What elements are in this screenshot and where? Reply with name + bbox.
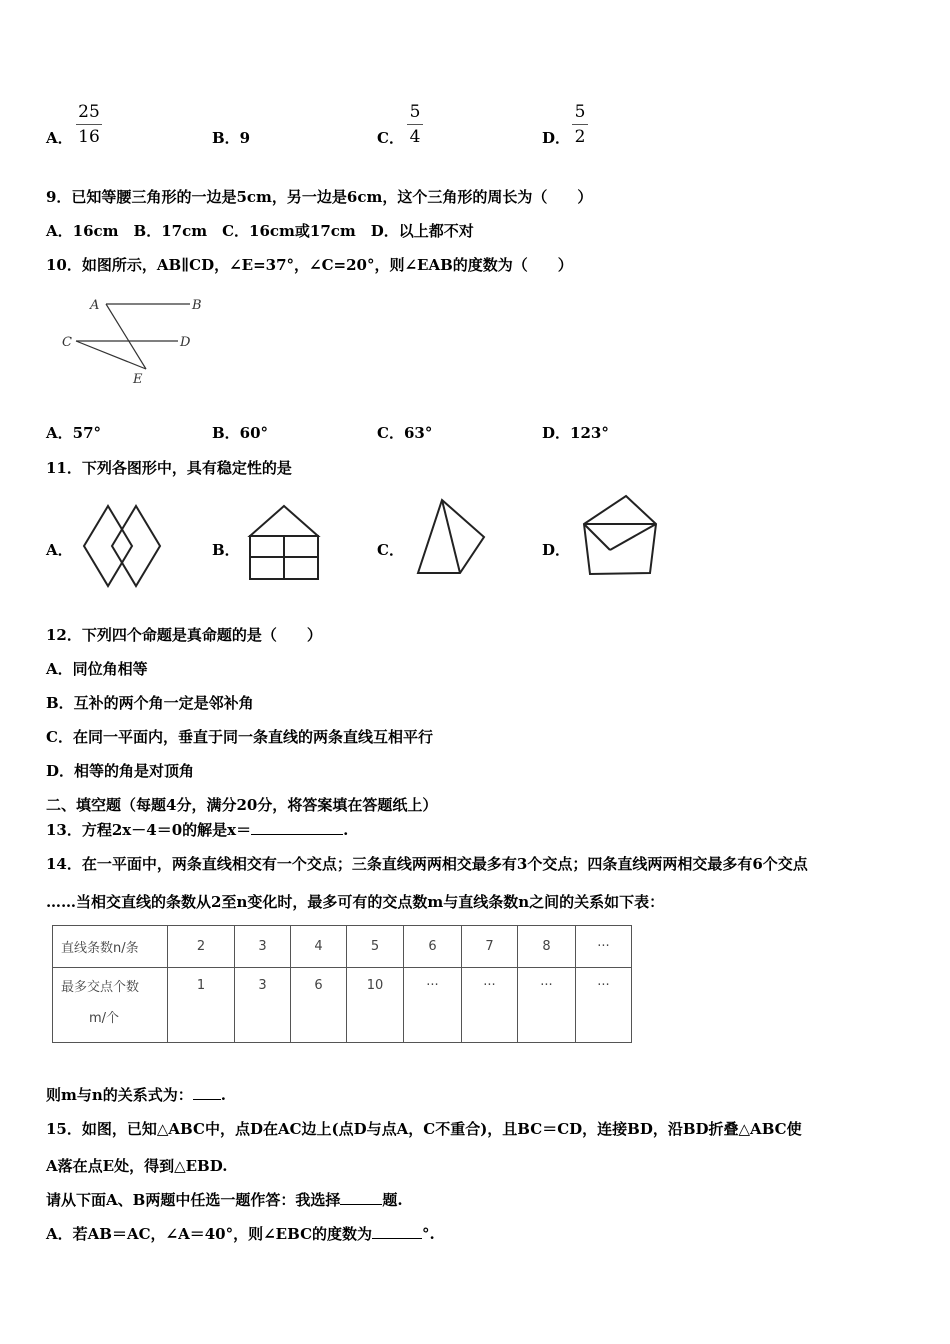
table-cell: 6 xyxy=(404,926,462,968)
q10-option-a: A．57° xyxy=(46,424,102,442)
q12-option-c: C．在同一平面内，垂直于同一条直线的两条直线互相平行 xyxy=(46,728,433,746)
table-cell: 8 xyxy=(518,926,576,968)
point-c-label: C xyxy=(62,335,72,350)
q8-option-d-label: D． xyxy=(542,129,571,147)
point-a-label: A xyxy=(90,298,100,313)
q10-option-d: D．123° xyxy=(542,424,609,442)
q15-line-1: 15．如图，已知△ABC中，点D在AC边上(点D与点A，C不重合)，且BC＝CD，连接BD，沿BD折叠△ABC使 xyxy=(46,1120,802,1138)
q14-answer-blank[interactable] xyxy=(193,1085,221,1100)
q8-option-a-fraction xyxy=(76,102,102,147)
q15-choice-blank[interactable] xyxy=(340,1190,382,1205)
point-b-label: B xyxy=(192,298,202,313)
fraction-bar xyxy=(572,124,588,125)
fraction-bar xyxy=(407,124,423,125)
q12-stem: 12．下列四个命题是真命题的是（ ） xyxy=(46,626,322,644)
q8-option-b-label: B．9 xyxy=(212,129,251,147)
table-header-n: 直线条数n/条 xyxy=(53,926,168,968)
q15-choice-end: 题. xyxy=(382,1191,403,1209)
q14-line-1: 14．在一平面中，两条直线相交有一个交点；三条直线两两相交最多有3个交点；四条直线两两相交最多有6个交点 xyxy=(46,855,808,873)
q8-option-a-label: A． xyxy=(46,129,73,147)
table-cell: 5 xyxy=(347,926,404,968)
table-cell: 6 xyxy=(291,968,347,1043)
q11-figure-c-triangles xyxy=(414,497,488,577)
q14-answer-line xyxy=(46,1084,226,1105)
q15-choice-prefix: 请从下面A、B两题中任选一题作答：我选择 xyxy=(46,1191,341,1209)
q11-option-c-label: C． xyxy=(377,541,404,559)
q13-answer-blank[interactable] xyxy=(251,820,343,835)
q15-part-a-end: °. xyxy=(422,1225,435,1243)
fraction-numerator: 5 xyxy=(409,102,421,122)
q11-figure-d-pentagon xyxy=(580,494,660,576)
q11-figure-a-double-rhombus xyxy=(82,504,164,588)
table-cell: ··· xyxy=(404,968,462,1043)
q15-line-3 xyxy=(46,1189,403,1210)
q12-option-d: D．相等的角是对顶角 xyxy=(46,762,195,780)
table-cell: 7 xyxy=(462,926,518,968)
q15-part-a-blank[interactable] xyxy=(372,1224,422,1239)
q11-option-a-label: A． xyxy=(46,541,73,559)
line-ae xyxy=(106,304,146,369)
table-cell: ··· xyxy=(462,968,518,1043)
q13-stem: 13．方程2x－4＝0的解是x＝ xyxy=(46,821,252,839)
q9-stem: 9．已知等腰三角形的一边是5cm，另一边是6cm，这个三角形的周长为（ ） xyxy=(46,188,593,206)
table-cell: 3 xyxy=(235,968,291,1043)
q11-figure-b-house xyxy=(246,504,322,582)
q8-option-c-fraction xyxy=(407,102,423,147)
fraction-numerator: 5 xyxy=(574,102,586,122)
point-d-label: D xyxy=(180,335,191,350)
line-ce xyxy=(76,341,146,369)
table-cell: 3 xyxy=(235,926,291,968)
table-cell: 1 xyxy=(168,968,235,1043)
table-cell: 4 xyxy=(291,926,347,968)
fraction-denominator: 16 xyxy=(78,127,100,147)
table-cell: 2 xyxy=(168,926,235,968)
table-cell: 10 xyxy=(347,968,404,1043)
fraction-denominator: 2 xyxy=(574,127,586,147)
table-header-m-line-1: 最多交点个数 xyxy=(61,980,140,995)
q10-option-c: C．63° xyxy=(377,424,433,442)
q10-parallel-lines-figure xyxy=(58,292,208,392)
q13-end: . xyxy=(343,821,349,839)
q15-part-a-prefix: A．若AB＝AC，∠A＝40°，则∠EBC的度数为 xyxy=(46,1225,373,1243)
table-row xyxy=(53,968,632,1043)
q8-option-d-fraction xyxy=(572,102,588,147)
q8-option-c-label: C． xyxy=(377,129,404,147)
fraction-bar xyxy=(76,124,102,125)
q14-table xyxy=(52,925,632,1043)
q14-line-2: ……当相交直线的条数从2至n变化时，最多可有的交点数m与直线条数n之间的关系如下表： xyxy=(46,893,665,911)
table-cell: ··· xyxy=(518,968,576,1043)
table-header-m-line-2: m/个 xyxy=(89,1011,120,1026)
q12-option-a: A．同位角相等 xyxy=(46,660,148,678)
q10-stem: 10．如图所示，AB∥CD，∠E=37°，∠C=20°，则∠EAB的度数为（ ） xyxy=(46,256,573,274)
q11-option-d-label: D． xyxy=(542,541,571,559)
q9-options: A．16cm B．17cm C．16cm或17cm D．以上都不对 xyxy=(46,222,474,240)
q15-line-4 xyxy=(46,1223,435,1244)
q15-line-2: A落在点E处，得到△EBD. xyxy=(46,1157,228,1175)
q13-line xyxy=(46,819,348,840)
section-2-heading: 二、填空题（每题4分，满分20分，将答案填在答题纸上） xyxy=(46,796,438,814)
table-header-m xyxy=(53,968,168,1043)
point-e-label: E xyxy=(133,372,143,387)
q11-stem: 11．下列各图形中，具有稳定性的是 xyxy=(46,459,292,477)
table-cell: ··· xyxy=(576,968,632,1043)
q11-option-b-label: B． xyxy=(212,541,240,559)
table-row xyxy=(53,926,632,968)
table-cell: ··· xyxy=(576,926,632,968)
fraction-denominator: 4 xyxy=(409,127,421,147)
q10-option-b: B．60° xyxy=(212,424,269,442)
fraction-numerator: 25 xyxy=(78,102,100,122)
q14-answer-prefix: 则m与n的关系式为： xyxy=(46,1086,193,1104)
q14-answer-end: . xyxy=(220,1086,227,1104)
q12-option-b: B．互补的两个角一定是邻补角 xyxy=(46,694,254,712)
